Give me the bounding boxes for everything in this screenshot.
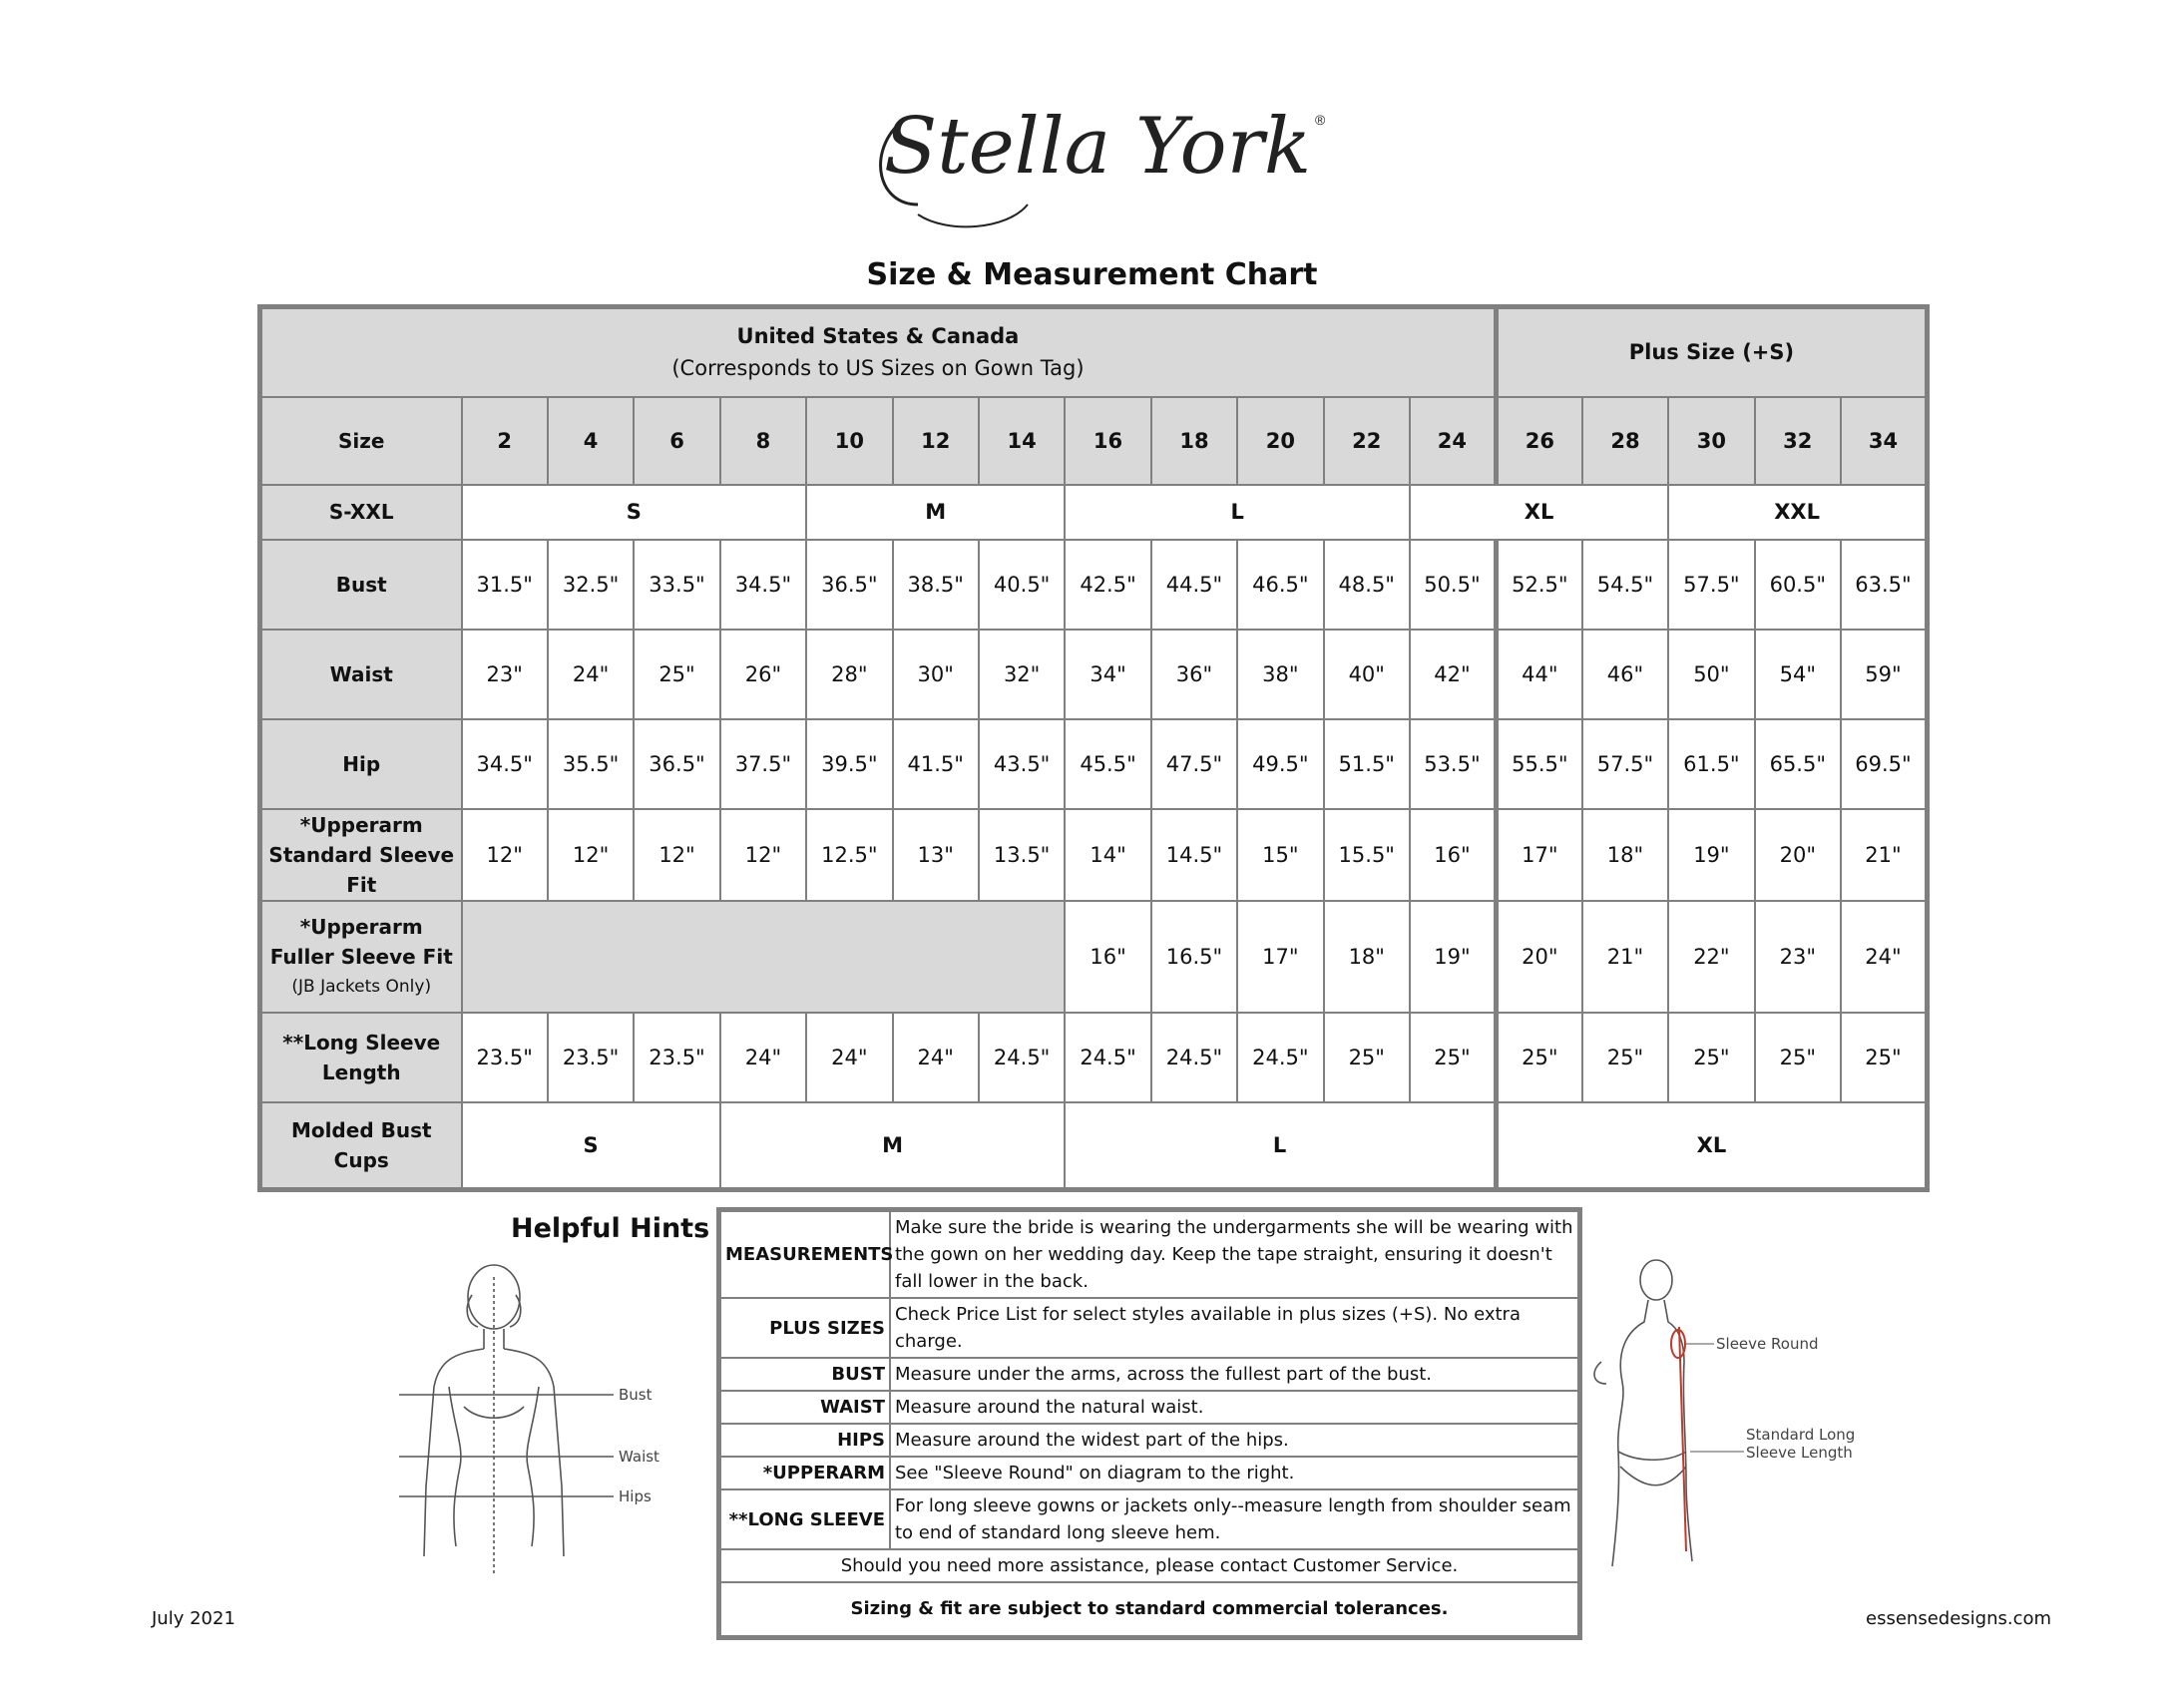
hip-cell: 51.5" xyxy=(1324,719,1410,809)
contact-note: Should you need more assistance, please contact Customer Service. xyxy=(719,1549,1580,1582)
hip-cell: 57.5" xyxy=(1582,719,1668,809)
hint-text: Measure around the natural waist. xyxy=(890,1391,1580,1424)
long-cell: 25" xyxy=(1755,1013,1841,1102)
svg-text:Hips: Hips xyxy=(619,1487,652,1505)
bust-cell: 52.5" xyxy=(1496,540,1581,630)
std-cell: 12" xyxy=(548,809,634,901)
std-cell: 19" xyxy=(1668,809,1754,901)
waist-cell: 32" xyxy=(979,630,1065,719)
std-cell: 13" xyxy=(893,809,979,901)
waist-cell: 46" xyxy=(1582,630,1668,719)
std-cell: 21" xyxy=(1841,809,1928,901)
full-cell: 17" xyxy=(1237,901,1323,1013)
svg-text:Waist: Waist xyxy=(619,1448,659,1466)
std-cell: 20" xyxy=(1755,809,1841,901)
hint-text: Measure under the arms, across the fullest part of the bust. xyxy=(890,1358,1580,1391)
bust-cell: 46.5" xyxy=(1237,540,1323,630)
sleeve-measurement-figure xyxy=(1586,1252,1876,1571)
hip-cell: 69.5" xyxy=(1841,719,1928,809)
sizes-cell: 22 xyxy=(1324,397,1410,485)
row-label-bust: Bust xyxy=(260,540,462,630)
cups-cell: XL xyxy=(1496,1102,1927,1190)
waist-cell: 30" xyxy=(893,630,979,719)
waist-cell: 59" xyxy=(1841,630,1928,719)
long-cell: 24.5" xyxy=(979,1013,1065,1102)
waist-cell: 34" xyxy=(1065,630,1150,719)
hip-cell: 55.5" xyxy=(1496,719,1581,809)
sizes-cell: 32 xyxy=(1755,397,1841,485)
row-label-hip: Hip xyxy=(260,719,462,809)
hint-key: **LONG SLEEVE xyxy=(719,1489,891,1549)
long-cell: 24.5" xyxy=(1065,1013,1150,1102)
bust-cell: 36.5" xyxy=(806,540,892,630)
sizes-cell: 26 xyxy=(1496,397,1581,485)
row-label-long-sleeve: **Long Sleeve Length xyxy=(260,1013,462,1102)
waist-cell: 26" xyxy=(720,630,806,719)
hip-cell: 43.5" xyxy=(979,719,1065,809)
upperarm-standard-row xyxy=(260,809,1928,901)
stella-york-logo xyxy=(858,95,1337,239)
sizes-cell: 8 xyxy=(720,397,806,485)
bust-cell: 60.5" xyxy=(1755,540,1841,630)
hint-key: BUST xyxy=(719,1358,891,1391)
sizes-cell: 10 xyxy=(806,397,892,485)
sizes-cell: 16 xyxy=(1065,397,1150,485)
size-table xyxy=(257,304,1930,1192)
sxxl-cell: XXL xyxy=(1668,485,1927,540)
header-row xyxy=(260,307,1928,397)
sxxl-cell: XL xyxy=(1410,485,1668,540)
long-cell: 23.5" xyxy=(548,1013,634,1102)
waist-cell: 42" xyxy=(1410,630,1496,719)
waist-cell: 54" xyxy=(1755,630,1841,719)
row-label-upperarm-standard: *Upperarm Standard Sleeve Fit xyxy=(260,809,462,901)
sizes-cell: 24 xyxy=(1410,397,1496,485)
sizes-cell: 20 xyxy=(1237,397,1323,485)
bust-cell: 50.5" xyxy=(1410,540,1496,630)
full-cell: 24" xyxy=(1841,901,1928,1013)
row-label-waist: Waist xyxy=(260,630,462,719)
full-cell: 16" xyxy=(1065,901,1150,1013)
sizes-cell: 18 xyxy=(1151,397,1237,485)
bust-cell: 31.5" xyxy=(462,540,548,630)
bust-cell: 48.5" xyxy=(1324,540,1410,630)
waist-cell: 38" xyxy=(1237,630,1323,719)
helpful-hints-title: Helpful Hints xyxy=(511,1213,710,1244)
hip-cell: 34.5" xyxy=(462,719,548,809)
std-cell: 12" xyxy=(462,809,548,901)
cups-cell: S xyxy=(462,1102,720,1190)
sizes-cell: 28 xyxy=(1582,397,1668,485)
std-cell: 14" xyxy=(1065,809,1150,901)
hip-cell: 37.5" xyxy=(720,719,806,809)
std-cell: 15" xyxy=(1237,809,1323,901)
cups-cell: M xyxy=(720,1102,1066,1190)
svg-text:Bust: Bust xyxy=(619,1386,653,1404)
sizes-cell: 12 xyxy=(893,397,979,485)
std-cell: 17" xyxy=(1496,809,1581,901)
long-cell: 25" xyxy=(1324,1013,1410,1102)
bust-cell: 33.5" xyxy=(634,540,719,630)
hip-cell: 41.5" xyxy=(893,719,979,809)
std-cell: 12" xyxy=(720,809,806,901)
sizes-cell: 30 xyxy=(1668,397,1754,485)
body-measurement-figure xyxy=(394,1257,683,1581)
sizes-cell: 34 xyxy=(1841,397,1928,485)
plus-size-header: Plus Size (+S) xyxy=(1496,307,1927,397)
sxxl-cell: M xyxy=(806,485,1065,540)
footer-website: essensedesigns.com xyxy=(1866,1608,2052,1629)
long-cell: 23.5" xyxy=(462,1013,548,1102)
sizes-cell: 6 xyxy=(634,397,719,485)
waist-cell: 36" xyxy=(1151,630,1237,719)
svg-text:Sleeve Round: Sleeve Round xyxy=(1716,1335,1819,1353)
bust-cups-row xyxy=(260,1102,1928,1190)
hint-text: Make sure the bride is wearing the undergarments she will be wearing with the gown on her wedding day. Keep the tape straight, ensuring it doesn't fall lower in the back. xyxy=(890,1210,1580,1299)
full-cell: 16.5" xyxy=(1151,901,1237,1013)
waist-cell: 28" xyxy=(806,630,892,719)
long-sleeve-row xyxy=(260,1013,1928,1102)
full-cell: 19" xyxy=(1410,901,1496,1013)
hip-cell: 65.5" xyxy=(1755,719,1841,809)
hip-cell: 61.5" xyxy=(1668,719,1754,809)
waist-cell: 44" xyxy=(1496,630,1581,719)
fuller-empty-cell xyxy=(462,901,1066,1013)
tolerance-note: Sizing & fit are subject to standard commercial tolerances. xyxy=(719,1582,1580,1637)
hint-key: HIPS xyxy=(719,1424,891,1457)
long-cell: 25" xyxy=(1410,1013,1496,1102)
bust-cell: 32.5" xyxy=(548,540,634,630)
std-cell: 13.5" xyxy=(979,809,1065,901)
sxxl-row xyxy=(260,485,1928,540)
hip-row xyxy=(260,719,1928,809)
full-cell: 21" xyxy=(1582,901,1668,1013)
waist-cell: 24" xyxy=(548,630,634,719)
cups-cell: L xyxy=(1065,1102,1496,1190)
hip-cell: 35.5" xyxy=(548,719,634,809)
std-cell: 12.5" xyxy=(806,809,892,901)
hint-text: For long sleeve gowns or jackets only--measure length from shoulder seam to end of standard long sleeve hem. xyxy=(890,1489,1580,1549)
sxxl-cell: S xyxy=(462,485,807,540)
svg-text:Sleeve Length: Sleeve Length xyxy=(1746,1444,1853,1462)
row-label-bust-cups: Molded Bust Cups xyxy=(260,1102,462,1190)
size-row xyxy=(260,397,1928,485)
hip-cell: 45.5" xyxy=(1065,719,1150,809)
long-cell: 24.5" xyxy=(1237,1013,1323,1102)
hip-cell: 36.5" xyxy=(634,719,719,809)
hint-text: See "Sleeve Round" on diagram to the right. xyxy=(890,1457,1580,1489)
long-cell: 24.5" xyxy=(1151,1013,1237,1102)
sizes-cell: 4 xyxy=(548,397,634,485)
bust-row xyxy=(260,540,1928,630)
sxxl-cell: L xyxy=(1065,485,1410,540)
bust-cell: 44.5" xyxy=(1151,540,1237,630)
full-cell: 18" xyxy=(1324,901,1410,1013)
waist-cell: 50" xyxy=(1668,630,1754,719)
hint-text: Check Price List for select styles available in plus sizes (+S). No extra charge. xyxy=(890,1298,1580,1358)
hip-cell: 47.5" xyxy=(1151,719,1237,809)
hint-key: PLUS SIZES xyxy=(719,1298,891,1358)
hip-cell: 53.5" xyxy=(1410,719,1496,809)
helpful-hints-table xyxy=(716,1207,1582,1640)
long-cell: 25" xyxy=(1582,1013,1668,1102)
chart-title: Size & Measurement Chart xyxy=(866,257,1318,292)
svg-text:Stella York: Stella York xyxy=(883,102,1312,192)
std-cell: 14.5" xyxy=(1151,809,1237,901)
std-cell: 16" xyxy=(1410,809,1496,901)
bust-cell: 34.5" xyxy=(720,540,806,630)
waist-cell: 40" xyxy=(1324,630,1410,719)
hint-key: WAIST xyxy=(719,1391,891,1424)
upperarm-fuller-row xyxy=(260,901,1928,1013)
waist-cell: 23" xyxy=(462,630,548,719)
long-cell: 24" xyxy=(806,1013,892,1102)
row-label-size: Size xyxy=(260,397,462,485)
hint-key: MEASUREMENTS xyxy=(719,1210,891,1299)
us-canada-header: United States & Canada (Corresponds to US Sizes on Gown Tag) xyxy=(260,307,1497,397)
hip-cell: 49.5" xyxy=(1237,719,1323,809)
hint-text: Measure around the widest part of the hips. xyxy=(890,1424,1580,1457)
full-cell: 22" xyxy=(1668,901,1754,1013)
waist-row xyxy=(260,630,1928,719)
full-cell: 23" xyxy=(1755,901,1841,1013)
long-cell: 25" xyxy=(1668,1013,1754,1102)
footer-date: July 2021 xyxy=(152,1608,235,1629)
std-cell: 18" xyxy=(1582,809,1668,901)
bust-cell: 40.5" xyxy=(979,540,1065,630)
std-cell: 12" xyxy=(634,809,719,901)
long-cell: 24" xyxy=(720,1013,806,1102)
row-label-sxxl: S-XXL xyxy=(260,485,462,540)
bust-cell: 63.5" xyxy=(1841,540,1928,630)
bust-cell: 42.5" xyxy=(1065,540,1150,630)
svg-text:Standard Long: Standard Long xyxy=(1746,1426,1856,1444)
waist-cell: 25" xyxy=(634,630,719,719)
svg-text:®: ® xyxy=(1315,112,1326,128)
sizes-cell: 2 xyxy=(462,397,548,485)
long-cell: 25" xyxy=(1496,1013,1581,1102)
bust-cell: 57.5" xyxy=(1668,540,1754,630)
bust-cell: 54.5" xyxy=(1582,540,1668,630)
full-cell: 20" xyxy=(1496,901,1581,1013)
std-cell: 15.5" xyxy=(1324,809,1410,901)
row-label-upperarm-fuller: *Upperarm Fuller Sleeve Fit (JB Jackets Only) xyxy=(260,901,462,1013)
sizes-cell: 14 xyxy=(979,397,1065,485)
bust-cell: 38.5" xyxy=(893,540,979,630)
long-cell: 24" xyxy=(893,1013,979,1102)
hint-key: *UPPERARM xyxy=(719,1457,891,1489)
long-cell: 23.5" xyxy=(634,1013,719,1102)
long-cell: 25" xyxy=(1841,1013,1928,1102)
hip-cell: 39.5" xyxy=(806,719,892,809)
